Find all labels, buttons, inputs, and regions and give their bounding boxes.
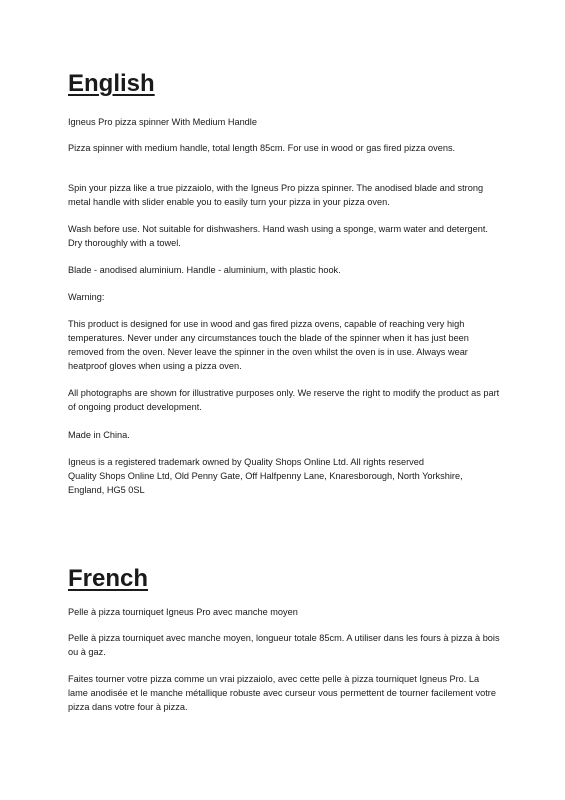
french-heading: French	[68, 565, 149, 592]
fr-usage: Faites tourner votre pizza comme un vrai pizzaiolo, avec cette pelle à pizza tourniquet Igneus Pro. La lame anodisée et le manche métallique robuste avec curseur vous permettent de tourner facilement votre pizza dans votre four à pizza.	[68, 674, 496, 712]
en-description: Pizza spinner with medium handle, total length 85cm. For use in wood or gas fired pizza ovens.	[68, 143, 456, 153]
fr-description: Pelle à pizza tourniquet avec manche moyen, longueur totale 85cm. A utiliser dans les fours à pizza à bois ou à gaz.	[68, 633, 500, 657]
en-warning-label: Warning:	[68, 292, 105, 302]
en-care: Wash before use. Not suitable for dishwashers. Hand wash using a sponge, warm water and detergent. Dry thoroughly with a towel.	[68, 224, 488, 248]
en-warning-text: This product is designed for use in wood and gas fired pizza ovens, capable of reaching very high temperatures. Never under any circumstances touch the blade of the spinner when it has just been removed from the oven. Never leave the spinner in the oven whilst the oven is in use. Always wear heatproof gloves when using a pizza oven.	[68, 319, 469, 371]
en-trademark: Igneus is a registered trademark owned by Quality Shops Online Ltd. All rights reserved Quality Shops Online Ltd, Old Penny Gate, Off Halfpenny Lane, Knaresborough, North Yorkshire, England, HG5 0SL	[68, 457, 463, 495]
en-materials: Blade - anodised aluminium. Handle - aluminium, with plastic hook.	[68, 265, 341, 275]
en-product-title: Igneus Pro pizza spinner With Medium Handle	[68, 117, 257, 127]
en-usage: Spin your pizza like a true pizzaiolo, with the Igneus Pro pizza spinner. The anodised blade and strong metal handle with slider enable you to easily turn your pizza in your pizza oven.	[68, 183, 484, 207]
en-origin: Made in China.	[68, 430, 130, 440]
fr-product-title: Pelle à pizza tourniquet Igneus Pro avec manche moyen	[68, 607, 298, 617]
en-disclaimer: All photographs are shown for illustrative purposes only. We reserve the right to modify the product as part of ongoing product development.	[68, 388, 500, 412]
english-heading: English	[68, 70, 155, 97]
